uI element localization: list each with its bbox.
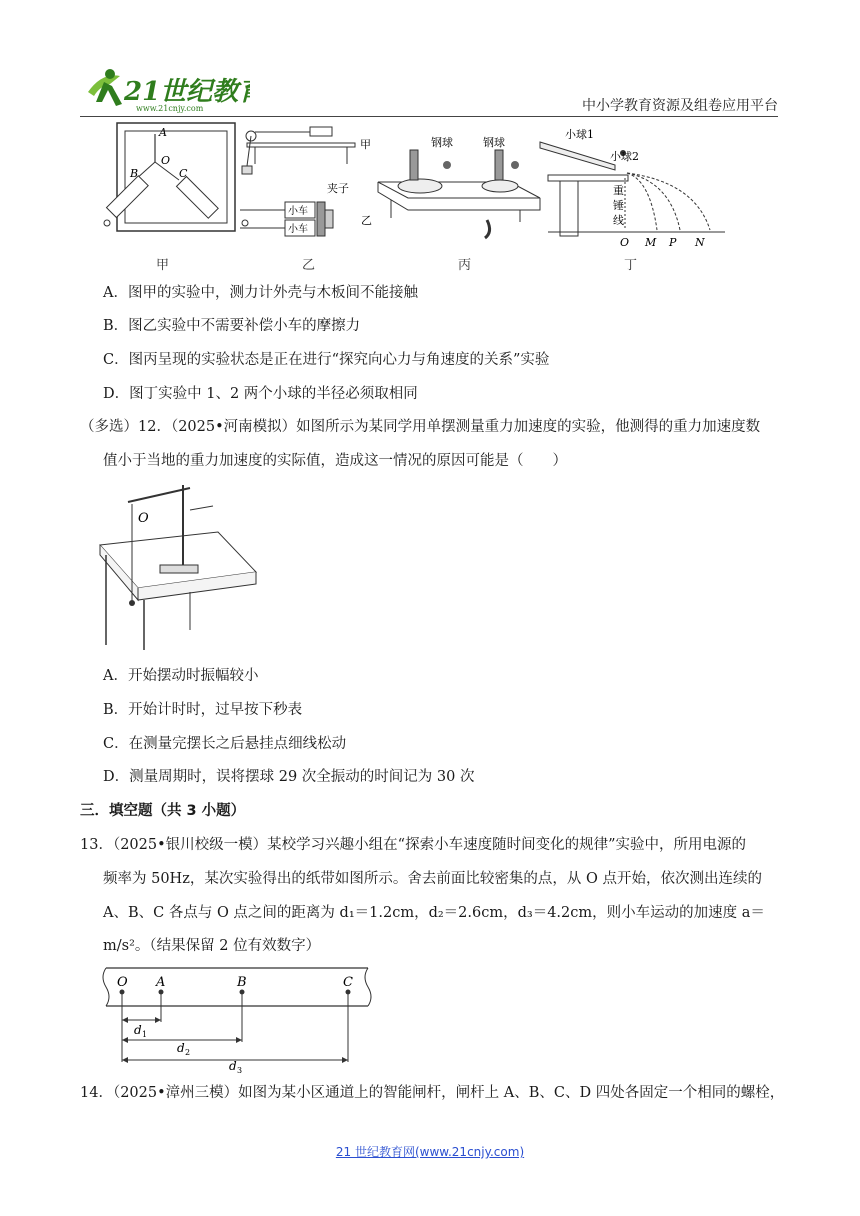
figure-ding <box>540 127 725 249</box>
ding-point-n: N <box>695 236 705 249</box>
q12-stem-line2: 值小于当地的重力加速度的实际值，造成这一情况的原因可能是（ ） <box>103 453 567 469</box>
platform-title: 中小学教育资源及组卷应用平台 <box>582 98 778 114</box>
q11-option-a: A．图甲的实验中，测力计外壳与木板间不能接触 <box>103 285 418 301</box>
q13-stem-line4: m/s²。（结果保留 2 位有效数字） <box>103 938 321 954</box>
pendulum-label-o: O <box>138 511 149 526</box>
ding-point-o: O <box>620 236 630 249</box>
tape-d1-sub: 1 <box>142 1030 148 1039</box>
jia-label-a: A <box>159 126 167 139</box>
yi-cart1: 小车 <box>288 206 308 217</box>
yi-top-label: 甲 <box>360 138 371 151</box>
q11-figures <box>95 120 745 275</box>
caption-ding: 丁 <box>624 258 638 273</box>
figure-jia <box>104 123 248 231</box>
tape-point-a: A <box>156 975 166 990</box>
figure-bing <box>378 135 540 238</box>
ding-plumb-1: 重 <box>613 184 624 197</box>
q12-stem-line1: （多选）12．（2025•河南模拟）如图所示为某同学用单摆测量重力加速度的实验，他测得的重力加速度数 <box>80 419 761 435</box>
jia-label-o: O <box>161 154 171 167</box>
site-logo <box>80 62 250 114</box>
tape-point-c: C <box>343 975 353 990</box>
tape-d3-sub: 3 <box>237 1066 243 1074</box>
yi-clip-label: 夹子 <box>327 182 349 195</box>
tape-d1: d <box>134 1023 142 1037</box>
ding-ball2: 小球2 <box>610 150 639 163</box>
q13-stem-line3: A、B、C 各点与 O 点之间的距离为 d₁＝1.2cm，d₂＝2.6cm，d₃＝4.2cm，则小车运动的加速度 a＝ <box>103 905 765 921</box>
caption-jia: 甲 <box>156 258 170 273</box>
tape-d3: d <box>229 1059 237 1073</box>
yi-cart2: 小车 <box>288 224 308 235</box>
ding-ball1: 小球1 <box>565 128 594 141</box>
caption-yi: 乙 <box>302 258 316 273</box>
ding-point-p: P <box>669 236 677 249</box>
logo-sub-text: www.21cnjy.com <box>136 104 204 113</box>
q11-option-d: D．图丁实验中 1、2 两个小球的半径必须取相同 <box>103 386 418 402</box>
q11-option-c: C．图丙呈现的实验状态是正在进行“探究向心力与角速度的关系”实验 <box>103 352 550 368</box>
q13-tape-figure <box>100 962 380 1074</box>
q13-stem-line1: 13．（2025•银川校级一模）某校学习兴趣小组在“探索小车速度随时间变化的规律”实验中，所用电源的 <box>80 837 746 853</box>
bing-ball2: 钢球 <box>483 136 505 149</box>
ding-plumb-3: 线 <box>613 214 624 227</box>
tape-point-o: O <box>117 975 128 990</box>
jia-label-b: B <box>130 167 139 180</box>
tape-d2: d <box>177 1041 185 1055</box>
tape-point-b: B <box>237 975 247 990</box>
caption-bing: 丙 <box>458 258 472 273</box>
q12-option-c: C．在测量完摆长之后悬挂点细线松动 <box>103 736 347 752</box>
section-heading-fill-in: 三．填空题（共 3 小题） <box>80 803 246 819</box>
header-divider <box>80 116 778 117</box>
q13-stem-line2: 频率为 50Hz，某次实验得出的纸带如图所示。舍去前面比较密集的点，从 O 点开始，依次测出连续的 <box>103 871 762 887</box>
tape-d2-sub: 2 <box>185 1048 191 1057</box>
ding-plumb-2: 锤 <box>613 199 624 212</box>
q12-option-d: D．测量周期时，误将摆球 29 次全振动的时间记为 30 次 <box>103 769 475 785</box>
q11-option-b: B．图乙实验中不需要补偿小车的摩擦力 <box>103 318 361 334</box>
ding-point-m: M <box>645 236 657 249</box>
yi-side-label: 乙 <box>361 214 372 227</box>
bing-ball1: 钢球 <box>431 136 453 149</box>
footer-link[interactable]: 21 世纪教育网(www.21cnjy.com) <box>335 1145 525 1159</box>
q14-stem-line1: 14．（2025•漳州三模）如图为某小区通道上的智能闸杆，闸杆上 A、B、C、D 四处各固定一个相同的螺栓， <box>80 1085 785 1101</box>
figure-yi <box>240 127 372 236</box>
q12-option-a: A．开始摆动时振幅较小 <box>103 668 259 684</box>
q12-pendulum-figure <box>98 480 258 650</box>
logo-main-text: 21世纪教 <box>124 77 239 107</box>
q12-option-b: B．开始计时时，过早按下秒表 <box>103 702 303 718</box>
jia-label-c: C <box>179 167 188 180</box>
